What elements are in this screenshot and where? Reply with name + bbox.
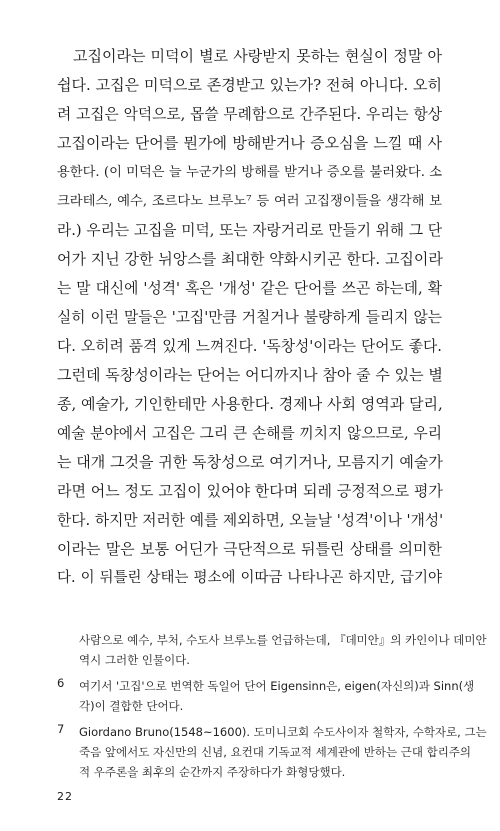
footnote-6 <box>57 676 475 716</box>
footnote-continued <box>57 630 487 670</box>
text-line: 이라는 말은 보통 어딘가 극단적으로 뒤틀린 상태를 의미한 <box>57 540 442 558</box>
text-line: 실히 이런 말들은 '고집'만큼 거칠거나 불량하게 들리지 않는 <box>57 309 442 326</box>
footnote-line: Giordano Bruno(1548~1600). 도미니코회 수도사이자 철학자, 수학자로, 그는 <box>79 725 487 739</box>
footnote-line: 죽음 앞에서도 자신만의 신념, 요컨대 기독교적 세계관에 반하는 근대 합리주의 <box>79 745 472 759</box>
text-line: 라면 어느 정도 고집이 있어야 한다며 되레 긍정적으로 평가 <box>57 482 443 500</box>
text-line: 고집이라는 미덕이 별로 사랑받지 못하는 현실이 정말 아 <box>73 47 442 65</box>
footnote-line: 역시 그러한 인물이다. <box>79 653 190 667</box>
page-number: 22 <box>57 790 73 803</box>
text-line: 어가 지닌 강한 뉘앙스를 최대한 약화시키곤 한다. 고집이라 <box>57 250 443 268</box>
text-line: 그런데 독창성이라는 단어는 어디까지나 참아 줄 수 있는 별 <box>57 366 443 384</box>
text-line: 려 고집은 악덕으로, 몹쓸 무례함으로 간주된다. 우리는 항상 <box>57 106 442 123</box>
text-line: 쉽다. 고집은 미덕으로 존경받고 있는가? 전혀 아니다. 오히 <box>57 76 442 94</box>
text-line: 한다. 하지만 저러한 예를 제외하면, 오늘날 '성격'이나 '개성' <box>57 512 444 529</box>
text-line: 종, 예술가, 기인한테만 사용한다. 경제나 사회 영역과 달리, <box>57 395 443 413</box>
footnote-line: 여기서 '고집'으로 번역한 독일어 단어 Eigensinn은, eigen(자신의)과 Sinn(생 <box>79 679 475 693</box>
footnotes <box>57 630 487 788</box>
text-line: 다. 이 뒤틀린 상태는 평소에 이따금 나타나곤 하지만, 급기야 <box>57 570 442 586</box>
footnote-number: 6 <box>57 676 65 690</box>
text-line: 예술 분야에서 고집은 그리 큰 손해를 끼치지 않으므로, 우리 <box>57 425 442 442</box>
footnote-number: 7 <box>57 722 65 736</box>
footnote-line: 적 우주론을 최후의 순간까지 주장하다가 화형당했다. <box>79 765 346 779</box>
text-line: 라.) 우리는 고집을 미덕, 또는 자랑거리로 만들기 위해 그 단 <box>57 222 443 239</box>
footnote-line: 사람으로 예수, 부처, 수도사 브루노를 언급하는데, 『데미안』의 카인이나 데미안 <box>79 633 487 647</box>
footnote-7 <box>57 722 487 782</box>
footnote-line: 각)이 결합한 단어다. <box>79 699 184 713</box>
text-line: 용한다. (이 미덕은 늘 누군가의 방해를 받거나 증오를 불러왔다. 소 <box>57 165 442 180</box>
main-text <box>57 42 442 593</box>
text-line: 크라테스, 예수, 조르다노 브루노⁷ 등 여러 고집쟁이들을 생각해 보 <box>57 194 442 209</box>
text-line: 고집이라는 단어를 뭔가에 방해받거나 증오심을 느낄 때 사 <box>57 134 442 152</box>
text-line: 는 대개 그것을 귀한 독창성으로 여기거나, 모름지기 예술가 <box>57 453 443 471</box>
text-line: 는 말 대신에 '성격' 혹은 '개성' 같은 단어를 쓰곤 하는데, 확 <box>57 280 442 297</box>
text-line: 다. 오히려 품격 있게 느껴진다. '독창성'이라는 단어도 좋다. <box>57 338 442 355</box>
